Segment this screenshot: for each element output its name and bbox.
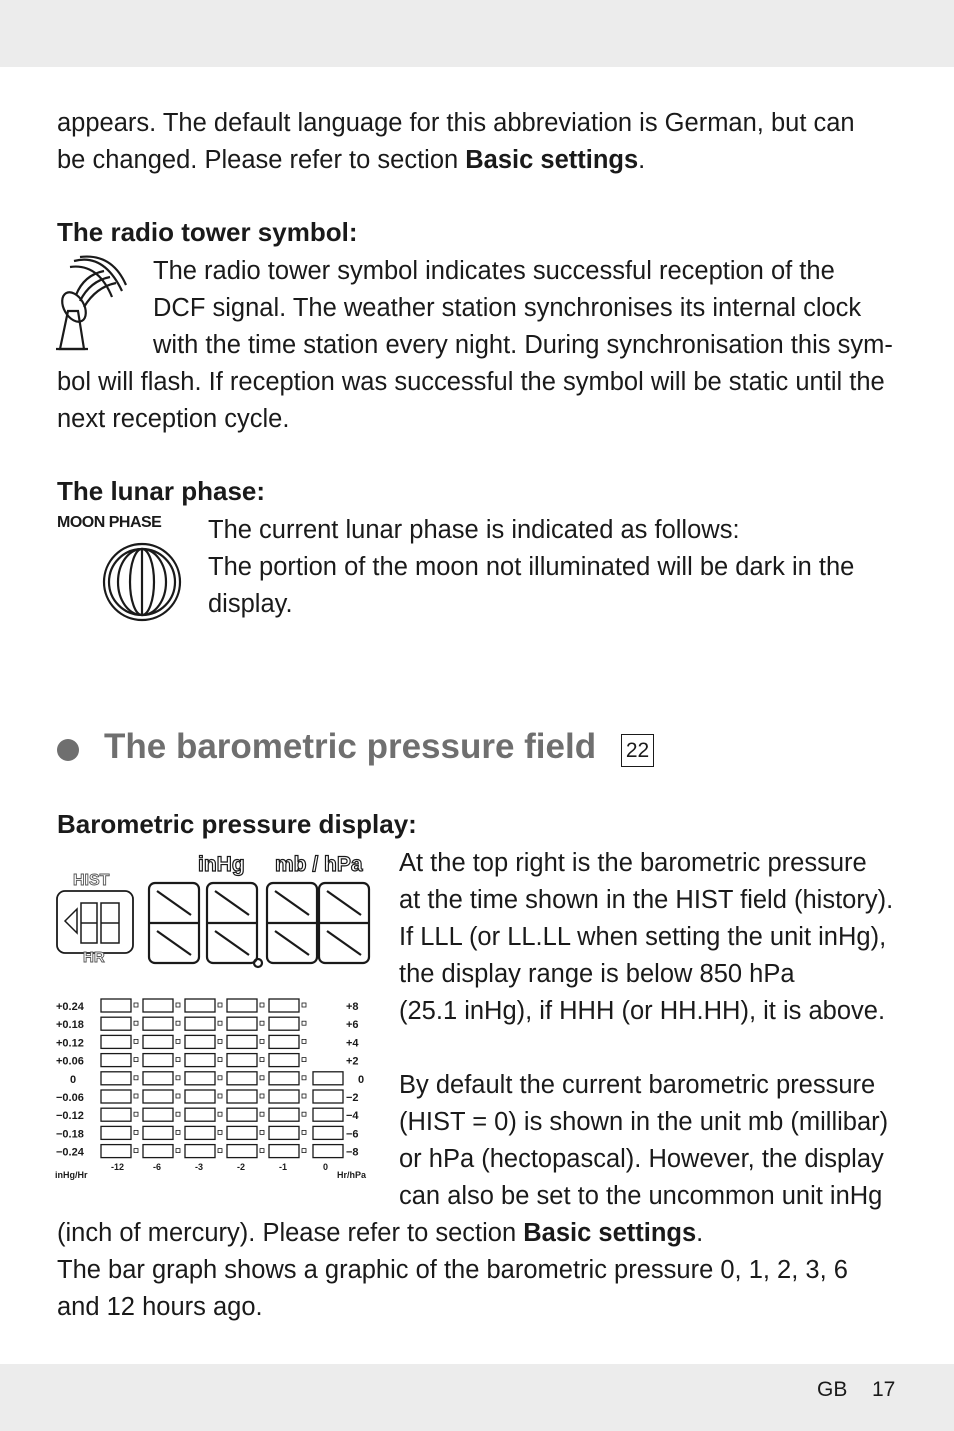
bar-dot <box>302 1149 306 1153</box>
footer-bar <box>0 1364 954 1431</box>
hour-label: -3 <box>195 1162 204 1172</box>
bar-segment <box>185 1108 215 1121</box>
bar-dot <box>176 1003 180 1007</box>
left-scale-label: −0.06 <box>56 1092 84 1104</box>
bar-dot <box>302 1021 306 1025</box>
bar-graph <box>101 999 343 1158</box>
bar-dot <box>218 1112 222 1116</box>
bar-segment <box>101 1054 131 1067</box>
bar-segment <box>227 1017 257 1030</box>
bar-segment <box>227 999 257 1012</box>
left-scale-label: 0 <box>70 1073 77 1086</box>
right-scale-label: +8 <box>346 1001 359 1013</box>
left-scale <box>56 1001 85 1159</box>
bar-dot <box>176 1149 180 1153</box>
bar-dot <box>176 1058 180 1062</box>
bar-segment <box>185 1072 215 1085</box>
bar-dot <box>302 1003 306 1007</box>
bar-segment <box>101 1090 131 1103</box>
bar-dot <box>134 1112 138 1116</box>
left-scale-label: −0.24 <box>56 1146 84 1159</box>
bar-segment <box>143 1090 173 1103</box>
bar-segment <box>227 1145 257 1158</box>
baro-line-4: the display range is below 850 hPa <box>399 960 795 988</box>
bar-dot <box>260 1076 264 1080</box>
lunar-heading: The lunar phase: <box>57 476 266 506</box>
baro-heading: Barometric pressure display: <box>57 809 417 839</box>
baro-line-3: If LLL (or LL.LL when setting the unit inHg), <box>399 923 887 951</box>
bar-segment <box>185 1035 215 1048</box>
bar-dot <box>134 1149 138 1153</box>
page-number: 17 <box>872 1378 896 1401</box>
bar-dot <box>176 1112 180 1116</box>
bar-segment <box>227 1035 257 1048</box>
radio-line-5: next reception cycle. <box>57 405 290 433</box>
bar-segment <box>269 1108 299 1121</box>
left-unit-label: inHg/Hr <box>55 1170 88 1180</box>
lunar-line-3: display. <box>208 590 293 618</box>
bar-dot <box>134 1021 138 1025</box>
left-scale-label: +0.12 <box>56 1037 84 1050</box>
bar-segment <box>101 1035 131 1048</box>
bar-segment <box>101 999 131 1012</box>
unit-hpa-label: mb / hPa <box>275 853 363 876</box>
intro-line-2: be changed. Please refer to section Basic settings. <box>57 146 646 174</box>
bar-segment <box>185 1054 215 1067</box>
pressure-digits <box>149 883 369 967</box>
bar-dot <box>218 1094 222 1098</box>
bar-dot <box>218 1076 222 1080</box>
bar-segment <box>269 1054 299 1067</box>
moon-phase-label: MOON PHASE <box>57 514 162 531</box>
bar-segment <box>313 1090 343 1103</box>
bar-segment <box>143 1035 173 1048</box>
bar-dot <box>260 1130 264 1134</box>
bar-dot <box>134 1039 138 1043</box>
right-scale-label: −8 <box>346 1146 359 1159</box>
bar-segment <box>101 1072 131 1085</box>
bar-dot <box>134 1003 138 1007</box>
bar-dot <box>260 1003 264 1007</box>
baro-line-9: can also be set to the uncommon unit inHg <box>399 1182 883 1210</box>
bar-dot <box>134 1058 138 1062</box>
bar-segment <box>313 1126 343 1139</box>
radio-heading: The radio tower symbol: <box>57 217 358 247</box>
bar-segment <box>143 1017 173 1030</box>
right-unit-label: Hr/hPa <box>337 1170 367 1180</box>
bar-segment <box>227 1054 257 1067</box>
bar-dot <box>260 1058 264 1062</box>
bar-segment <box>185 1090 215 1103</box>
bar-dot <box>302 1130 306 1134</box>
radio-tower-icon <box>54 255 132 353</box>
bar-dot <box>302 1112 306 1116</box>
radio-line-1: The radio tower symbol indicates successful reception of the <box>153 257 835 285</box>
section-title: The barometric pressure field <box>104 727 597 766</box>
hour-scale <box>111 1162 328 1172</box>
baro-line-5: (25.1 inHg), if HHH (or HH.HH), it is above. <box>399 997 886 1025</box>
bar-segment <box>313 1072 343 1085</box>
bar-dot <box>302 1058 306 1062</box>
bar-segment <box>227 1090 257 1103</box>
hour-label: -6 <box>153 1162 162 1172</box>
bar-segment <box>269 1072 299 1085</box>
unit-inhg-label: inHg <box>198 853 245 876</box>
lcd-diagram <box>55 845 375 1185</box>
moon-phase-icon <box>100 540 184 624</box>
bar-dot <box>134 1094 138 1098</box>
bar-dot <box>176 1130 180 1134</box>
bar-dot <box>218 1039 222 1043</box>
bar-dot <box>176 1021 180 1025</box>
hour-label: -1 <box>279 1162 288 1172</box>
bar-dot <box>260 1112 264 1116</box>
radio-line-2: DCF signal. The weather station synchronises its internal clock <box>153 294 862 322</box>
bar-dot <box>176 1076 180 1080</box>
bar-dot <box>176 1039 180 1043</box>
left-scale-label: +0.06 <box>56 1055 84 1068</box>
bar-segment <box>143 999 173 1012</box>
bar-segment <box>185 1145 215 1158</box>
radio-line-4: bol will flash. If reception was successful the symbol will be static until the <box>57 368 885 396</box>
lunar-line-1: The current lunar phase is indicated as follows: <box>208 516 740 544</box>
bar-segment <box>269 1090 299 1103</box>
bar-segment <box>101 1145 131 1158</box>
baro-line-12: and 12 hours ago. <box>57 1293 263 1321</box>
bar-dot <box>218 1021 222 1025</box>
bar-dot <box>218 1058 222 1062</box>
hour-label: -12 <box>111 1162 125 1172</box>
bar-dot <box>260 1021 264 1025</box>
bar-dot <box>260 1039 264 1043</box>
bar-segment <box>269 1126 299 1139</box>
hist-digits <box>65 903 119 943</box>
bar-segment <box>101 1108 131 1121</box>
section-bullet <box>57 739 79 761</box>
right-scale-label: 0 <box>358 1073 365 1086</box>
bar-dot <box>218 1130 222 1134</box>
bar-dot <box>134 1076 138 1080</box>
bar-segment <box>143 1145 173 1158</box>
bar-dot <box>134 1130 138 1134</box>
bar-dot <box>218 1003 222 1007</box>
right-scale <box>346 1001 364 1159</box>
bar-segment <box>227 1108 257 1121</box>
figure-reference: 22 <box>621 734 654 767</box>
baro-line-10: (inch of mercury). Please refer to section Basic settings. <box>57 1219 704 1247</box>
hist-label: HIST <box>73 872 110 889</box>
baro-line-6: By default the current barometric pressure <box>399 1071 876 1099</box>
left-scale-label: +0.24 <box>56 1001 84 1013</box>
bar-segment <box>313 1108 343 1121</box>
bar-segment <box>185 1126 215 1139</box>
hr-label: HR <box>83 949 105 966</box>
bar-segment <box>227 1126 257 1139</box>
bar-segment <box>185 999 215 1012</box>
bar-dot <box>218 1149 222 1153</box>
bar-segment <box>269 1017 299 1030</box>
basic-settings-ref-2: Basic settings <box>523 1219 697 1247</box>
bar-dot <box>260 1094 264 1098</box>
left-scale-label: +0.18 <box>56 1019 84 1032</box>
bar-segment <box>143 1054 173 1067</box>
baro-line-7: (HIST = 0) is shown in the unit mb (millibar) <box>399 1108 889 1136</box>
bar-segment <box>269 1035 299 1048</box>
bar-segment <box>143 1108 173 1121</box>
bar-dot <box>302 1094 306 1098</box>
bar-dot <box>176 1094 180 1098</box>
bar-segment <box>143 1126 173 1139</box>
left-scale-label: −0.12 <box>56 1110 84 1123</box>
bar-dot <box>302 1039 306 1043</box>
header-bar <box>0 0 954 67</box>
bar-segment <box>101 1126 131 1139</box>
right-scale-label: +4 <box>346 1037 359 1050</box>
baro-line-8: or hPa (hectopascal). However, the display <box>399 1145 884 1173</box>
hour-label: -2 <box>237 1162 246 1172</box>
bar-dot <box>302 1076 306 1080</box>
bar-segment <box>227 1072 257 1085</box>
right-scale-label: +2 <box>346 1055 359 1068</box>
baro-line-2: at the time shown in the HIST field (history). <box>399 886 894 914</box>
footer-language: GB <box>817 1378 848 1401</box>
intro-line-1: appears. The default language for this abbreviation is German, but can <box>57 109 855 137</box>
bar-segment <box>313 1145 343 1158</box>
lunar-line-2: The portion of the moon not illuminated will be dark in the <box>208 553 855 581</box>
left-scale-label: −0.18 <box>56 1128 84 1141</box>
bar-segment <box>185 1017 215 1030</box>
basic-settings-ref: Basic settings <box>465 146 639 174</box>
right-scale-label: −4 <box>346 1110 359 1123</box>
bar-segment <box>269 1145 299 1158</box>
baro-line-1: At the top right is the barometric pressure <box>399 849 867 877</box>
bar-segment <box>143 1072 173 1085</box>
radio-line-3: with the time station every night. During synchronisation this sym- <box>153 331 893 359</box>
hour-label: 0 <box>323 1162 329 1172</box>
right-scale-label: +6 <box>346 1019 359 1032</box>
bar-dot <box>260 1149 264 1153</box>
baro-line-11: The bar graph shows a graphic of the barometric pressure 0, 1, 2, 3, 6 <box>57 1256 848 1284</box>
bar-segment <box>269 999 299 1012</box>
right-scale-label: −2 <box>346 1092 359 1104</box>
right-scale-label: −6 <box>346 1128 359 1141</box>
bar-segment <box>101 1017 131 1030</box>
